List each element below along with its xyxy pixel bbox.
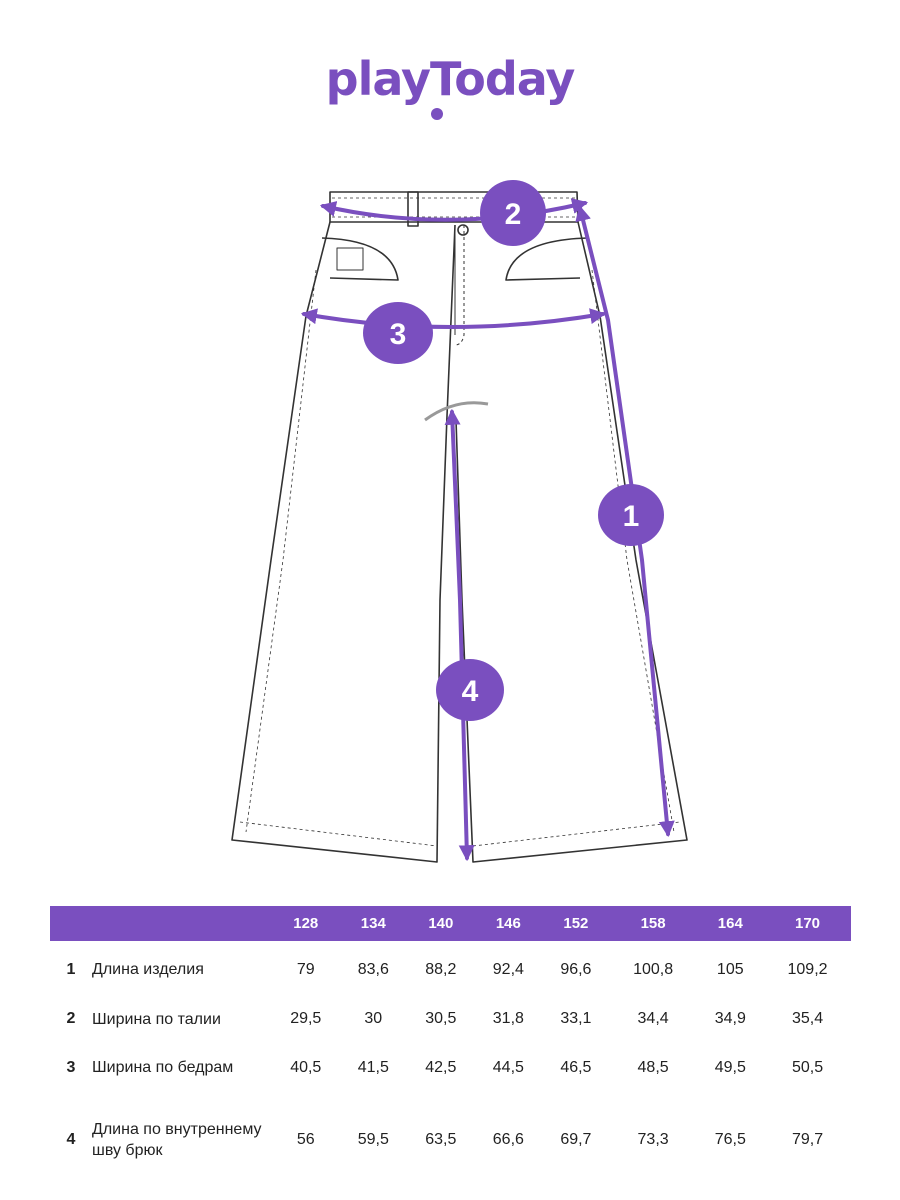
table-cell: 40,5 [290,1058,322,1076]
table-cell: 83,6 [357,960,389,978]
table-cell: 88,2 [425,960,457,978]
row-number: 1 [66,960,76,978]
table-cell: 35,4 [791,1010,824,1027]
table-cell: 30,5 [425,1010,457,1027]
size-header: 134 [360,915,386,932]
table-cell: 31,8 [492,1010,524,1027]
table-cell: 34,9 [714,1010,746,1027]
table-cell: 59,5 [357,1131,389,1148]
marker-3-label: 3 [389,318,407,351]
size-header: 158 [640,915,666,932]
marker-1 [598,484,664,546]
size-header: 170 [795,915,821,932]
row-name: Ширина по талии [92,1010,221,1028]
row-name: Длина изделия [92,961,204,978]
size-header: 164 [717,915,743,932]
row-number: 3 [66,1058,76,1076]
table-cell: 79 [296,960,315,978]
hip-arrow [304,314,603,327]
table-cell: 63,5 [425,1131,457,1148]
table-cell: 73,3 [637,1131,669,1148]
table-cell: 105 [716,960,744,978]
table-cell: 49,5 [714,1058,746,1076]
marker-3 [363,302,433,364]
row-name: Длина по внутреннему шву брюк [92,1121,262,1159]
marker-1-label: 1 [622,500,640,533]
header-spacer [50,906,92,941]
marker-4 [436,659,504,721]
size-header: 146 [495,915,521,932]
table-cell: 41,5 [357,1058,389,1076]
table-cell: 48,5 [637,1058,669,1076]
table-cell: 100,8 [633,960,674,978]
table-cell: 96,6 [560,960,592,978]
table-cell: 46,5 [560,1058,592,1076]
table-cell: 66,6 [492,1131,524,1148]
table-row [50,941,851,998]
marker-2 [480,180,546,246]
table-cell: 76,5 [714,1131,746,1148]
row-number: 2 [66,1010,76,1027]
table-row [50,1040,851,1095]
row-name: Ширина по бедрам [92,1059,234,1076]
table-cell: 42,5 [425,1058,457,1076]
table-cell: 44,5 [492,1058,524,1076]
table-cell: 79,7 [791,1131,824,1148]
table-cell: 29,5 [290,1010,322,1027]
table-row [50,998,851,1040]
table-cell: 34,4 [637,1010,669,1027]
table-cell: 30 [364,1010,383,1027]
size-header-row [50,906,851,941]
table-cell: 56 [296,1131,315,1148]
inseam-arrow [452,412,467,858]
table-cell: 92,4 [492,960,524,978]
brand-logo: playToday [325,52,575,106]
size-header: 128 [293,915,319,932]
table-cell: 50,5 [791,1058,824,1076]
header-spacer [92,906,272,941]
table-row [50,1095,851,1185]
marker-4-label: 4 [461,675,479,708]
size-table [50,906,851,1185]
table-cell: 109,2 [787,960,828,978]
row-number: 4 [66,1131,76,1148]
table-cell: 69,7 [560,1131,592,1148]
size-header: 140 [428,915,454,932]
marker-2-label: 2 [504,198,522,231]
table-cell: 33,1 [560,1010,592,1027]
size-header: 152 [563,915,589,932]
